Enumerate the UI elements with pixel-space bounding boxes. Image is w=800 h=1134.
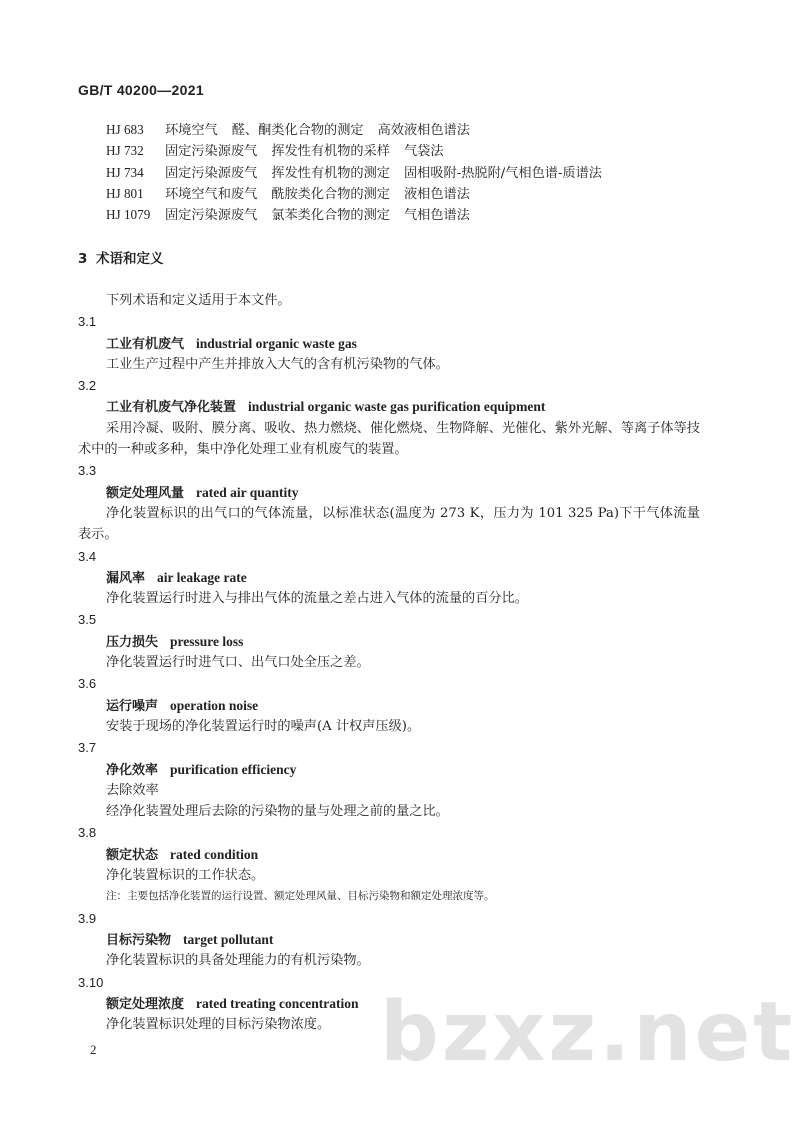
- term-heading: 净化效率 purification efficiency: [106, 761, 297, 778]
- term-heading: 运行噪声 operation noise: [106, 697, 259, 714]
- term-definition: 采用冷凝、吸附、膜分离、吸收、热力燃烧、催化燃烧、生物降解、光催化、紫外光解、等离子体等技术中的一种或多种，集中净化处理工业有机废气的装置。: [78, 420, 700, 458]
- page-number: 2: [90, 1042, 97, 1057]
- term-heading: 额定状态 rated condition: [106, 846, 259, 863]
- term-definition: 安装于现场的净化装置运行时的噪声(A 计权声压级)。: [106, 718, 421, 734]
- term-heading: 工业有机废气净化装置 industrial organic waste gas purification equipment: [106, 399, 546, 416]
- term-number: 3.9: [78, 910, 97, 926]
- term-alternative: 去除效率: [106, 782, 159, 798]
- term-definition: 净化装置标识处理的目标污染物浓度。: [106, 1017, 331, 1033]
- reference-item: HJ 801 环境空气和废气 酰胺类化合物的测定 液相色谱法: [106, 185, 470, 202]
- term-number: 3.7: [78, 740, 97, 756]
- term-definition: 净化装置运行时进气口、出气口处全压之差。: [106, 655, 370, 671]
- term-definition: 净化装置标识的具备处理能力的有机污染物。: [106, 953, 370, 969]
- term-number: 3.2: [78, 378, 97, 394]
- term-definition: 净化装置标识的出气口的气体流量，以标准状态(温度为 273 K，压力为 101 325 Pa)下干气体流量表示。: [78, 505, 700, 543]
- term-note: 注：主要包括净化装置的运行设置、额定处理风量、目标污染物和额定处理浓度等。: [106, 890, 495, 903]
- term-number: 3.3: [78, 463, 97, 479]
- standard-number: GB/T 40200—2021: [78, 82, 204, 98]
- watermark: bzxz.net: [380, 985, 796, 1080]
- term-number: 3.1: [78, 314, 97, 330]
- normative-reference-list: [106, 119, 746, 225]
- term-number: 3.8: [78, 825, 97, 841]
- term-number: 3.5: [78, 612, 97, 628]
- term-definition: 净化装置运行时进入与排出气体的流量之差占进入气体的流量的百分比。: [106, 591, 528, 607]
- term-definition: 净化装置标识的工作状态。: [106, 868, 265, 884]
- terms-and-definitions: [78, 290, 728, 1035]
- term-definition: 工业生产过程中产生并排放入大气的含有机污染物的气体。: [106, 356, 449, 372]
- reference-item: HJ 732 固定污染源废气 挥发性有机物的采样 气袋法: [106, 143, 444, 160]
- term-heading: 目标污染物 target pollutant: [106, 931, 274, 948]
- term-number: 3.4: [78, 548, 97, 564]
- term-heading: 额定处理风量 rated air quantity: [106, 484, 299, 501]
- term-heading: 额定处理浓度 rated treating concentration: [106, 995, 359, 1012]
- reference-item: HJ 683 环境空气 醛、酮类化合物的测定 高效液相色谱法: [106, 122, 470, 138]
- term-number: 3.10: [78, 974, 104, 990]
- term-heading: 漏风率 air leakage rate: [106, 569, 247, 586]
- reference-item: HJ 1079 固定污染源废气 氯苯类化合物的测定 气相色谱法: [106, 207, 470, 224]
- term-definition: 经净化装置处理后去除的污染物的量与处理之前的量之比。: [106, 804, 449, 820]
- reference-item: HJ 734 固定污染源废气 挥发性有机物的测定 固相吸附-热脱附/气相色谱-质谱法: [106, 164, 602, 181]
- term-number: 3.6: [78, 676, 97, 692]
- term-heading: 压力损失 pressure loss: [106, 633, 244, 650]
- section-intro: 下列术语和定义适用于本文件。: [106, 293, 291, 308]
- term-heading: 工业有机废气 industrial organic waste gas: [106, 335, 357, 352]
- section-heading: 3 术语和定义: [78, 251, 164, 267]
